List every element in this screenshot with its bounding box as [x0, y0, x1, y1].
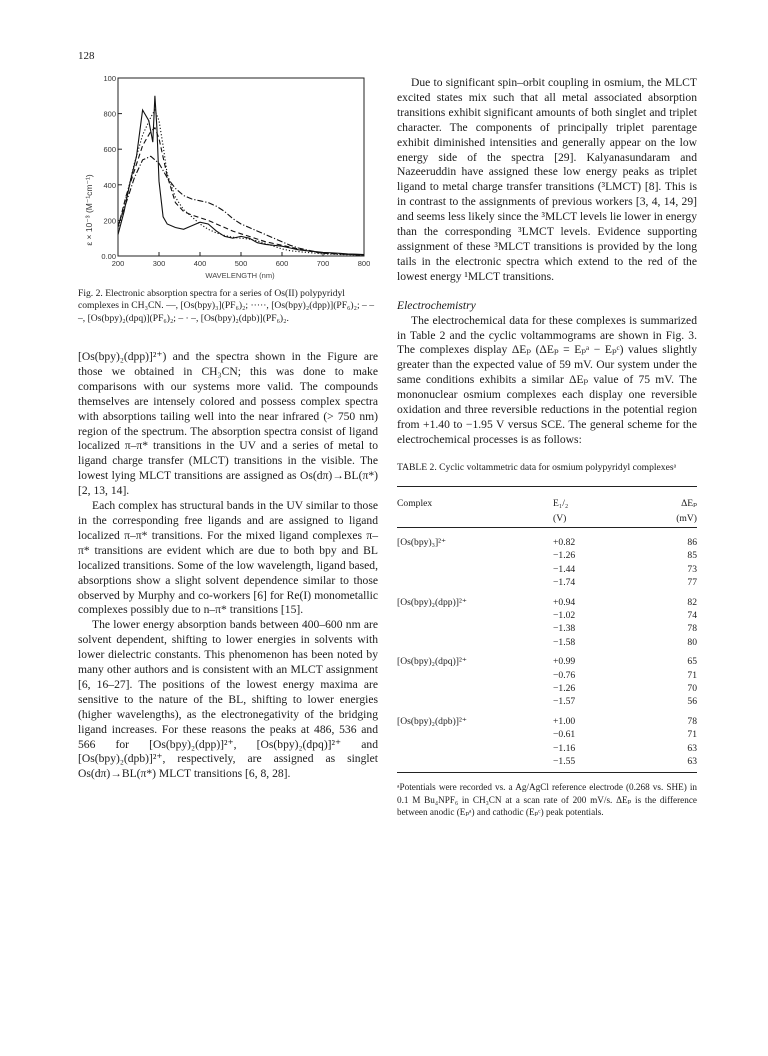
header-complex: Complex	[397, 498, 433, 510]
table-row	[397, 715, 697, 728]
header-e-half	[553, 487, 637, 528]
cell-delta-ep: 77	[687, 577, 697, 589]
x-tick-label: 700	[316, 259, 330, 268]
header-delta-ep-unit: (mV)	[676, 513, 697, 525]
x-tick-label: 600	[275, 259, 289, 268]
table-row	[397, 742, 697, 755]
cell-delta-ep: 80	[687, 636, 697, 648]
cell-delta-ep: 85	[687, 550, 697, 562]
cell-e-half: −1.26	[553, 550, 576, 562]
y-tick-label: 200	[103, 216, 116, 226]
header-e-half-symbol: E₁/₂	[553, 498, 569, 510]
cell-e-half: −1.74	[553, 577, 576, 589]
table-row	[397, 563, 697, 576]
left-column	[78, 350, 378, 782]
series-line-4	[118, 156, 364, 255]
table-row	[397, 622, 697, 635]
cell-e-half: −0.61	[553, 729, 576, 741]
voltammetry-table	[397, 486, 697, 768]
cell-e-half: −1.02	[553, 610, 576, 621]
x-tick-label: 300	[152, 259, 166, 268]
left-paragraph-1: [Os(bpy)₂(dpp)]²⁺) and the spectra shown in the Figure are those we obtained in CH₃CN; this was done to make comparisons with our systems more valid. The compounds themselves are intensely colored and possess complex spectra with absorptions tailing well into the near infrared (> 750 nm) region of the spectrum. The absorption spectra consist of ligand localized π–π* transitions in the UV and a series of metal to ligand charge transfer (MLCT) transitions in the visible. The lowest lying MLCT transitions are assigned as Os(dπ)→BL(π*) [2, 13, 14].	[78, 350, 378, 498]
cell-e-half: −0.76	[553, 669, 576, 681]
series-line-1	[118, 96, 364, 255]
cell-complex	[397, 549, 553, 562]
cell-e-half: +1.00	[553, 715, 576, 727]
header-delta-ep-symbol: ΔEₚ	[681, 498, 697, 510]
cell-complex	[397, 742, 553, 755]
x-tick-label: 500	[234, 259, 248, 268]
x-axis-label: WAVELENGTH (nm)	[205, 271, 275, 280]
cell-delta-ep: 78	[687, 715, 697, 727]
cell-complex	[397, 682, 553, 695]
figure-caption: Fig. 2. Electronic absorption spectra for a series of Os(II) polypyridyl complexes in CH₃CN. —, [Os(bpy)₃](PF₆)₂; ·····, [Os(bpy)₂(dpp)](PF₆)₂; – – –, [Os(bpy)₂(dpq)](PF₆)₂; – · –, [Os(bpy)₂(dpb)](PF₆)₂.	[78, 288, 374, 324]
right-paragraph-1: Due to significant spin–orbit coupling in osmium, the MLCT excited states mix such that all metal associated absorption transitions exhibit significant amounts of both singlet and triplet character. The components of principally triplet parentage exhibit diminished intensities and generally appear on the low energy side of the spectra [29]. Kalyanasundaram and Nazeeruddin have assigned these low energy peaks as triplet ligand to metal charge transfer transitions (³LMCT) [8]. This is in contrast to the assignments of previous workers [3, 4, 14, 29] and seems less likely since the ³MLCT levels lie lower in energy than the corresponding ³LMCT levels. Evidence supporting assignment of these ³MLCT transitions is provided by the long tails in the electronic spectra which extend to the red of the lowest energy ¹MLCT transitions.	[397, 76, 697, 283]
left-paragraph-2: Each complex has structural bands in the UV similar to those in the corresponding free ligands and are assigned to ligand localized π–π* transitions. For the mixed ligand complexes π–π* transitions are evident which are due to both bpy and BL localized transitions. Some of the low wavelength, ligand based, absorptions show a slight solvent dependence similar to those observed by Murphy and co-workers [6] for Re(I) monometallic complexes possibly due to n–π* transitions [15].	[78, 499, 378, 617]
cell-e-half: −1.55	[553, 756, 576, 768]
cell-complex	[397, 609, 553, 622]
table-row	[397, 669, 697, 682]
table-row	[397, 728, 697, 741]
cell-complex: [Os(bpy)₂(dpq)]²⁺	[397, 656, 467, 668]
cell-complex: [Os(bpy)₂(dpb)]²⁺	[397, 715, 467, 727]
cell-delta-ep: 82	[687, 596, 697, 608]
cell-complex	[397, 563, 553, 576]
cell-e-half: −1.16	[553, 742, 576, 754]
cell-e-half: −1.26	[553, 683, 576, 695]
cell-delta-ep: 78	[687, 623, 697, 635]
cell-complex	[397, 636, 553, 649]
table-row	[397, 755, 697, 768]
table-row	[397, 549, 697, 562]
cell-delta-ep: 70	[687, 683, 697, 695]
cell-complex	[397, 755, 553, 768]
cell-complex	[397, 622, 553, 635]
cell-e-half: +0.94	[553, 596, 576, 608]
y-tick-label: 800	[103, 109, 116, 119]
cell-e-half: +0.82	[553, 536, 576, 548]
cell-delta-ep: 56	[687, 696, 697, 708]
right-column	[397, 76, 697, 818]
y-tick-label: 400	[103, 180, 116, 190]
table-caption: TABLE 2. Cyclic voltammetric data for osmium polypyridyl complexesᵃ	[397, 461, 677, 473]
y-tick-label: 100	[103, 74, 116, 83]
cell-e-half: +0.99	[553, 656, 576, 668]
x-tick-label: 200	[111, 259, 125, 268]
cell-e-half: −1.57	[553, 696, 576, 708]
y-tick-label: 600	[103, 145, 116, 155]
table-row	[397, 596, 697, 609]
cell-delta-ep: 74	[687, 610, 697, 621]
y-axis-label: ε × 10⁻³ (M⁻¹cm⁻¹)	[84, 174, 94, 246]
table-row	[397, 576, 697, 589]
x-tick-label: 800	[357, 259, 371, 268]
table-row	[397, 536, 697, 549]
cell-delta-ep: 73	[687, 563, 697, 575]
absorption-spectra-chart	[78, 70, 378, 285]
cell-delta-ep: 63	[687, 756, 697, 768]
left-paragraph-3: The lower energy absorption bands between 400–600 nm are solvent dependent, shifting to lower energies in solvents with lower dielectric constants. This phenomenon has been noted by many other authors and is consistent with an MLCT assignment [6, 16–27]. The positions of the lowest energy maxima are sensitive to the nature of the BL, shifting to lower energies (higher wavelengths), as the electronegativity of the bridging ligand increases. For these reasons the peaks at 486, 536 and 566 for [Os(bpy)₂(dpp)]²⁺, [Os(bpy)₂(dpq)]²⁺ and [Os(bpy)₂(dpb)]²⁺, respectively, are assigned as singlet Os(dπ)→BL(π*) MLCT transitions [6, 8, 28].	[78, 618, 378, 781]
cell-complex	[397, 576, 553, 589]
cell-complex	[397, 695, 553, 708]
table-row	[397, 636, 697, 649]
table-row	[397, 609, 697, 622]
header-delta-ep	[637, 487, 697, 528]
cell-complex: [Os(bpy)₂(dpp)]²⁺	[397, 596, 467, 608]
table-footnote: ᵃPotentials were recorded vs. a Ag/AgCl reference electrode (0.268 vs. SHE) in 0.1 M Bu₄NPF₆ in CH₃CN at a scan rate of 200 mV/s. ΔEₚ is the difference between anodic (Eₚᵃ) and cathodic (Eₚᶜ) peak potentials.	[397, 772, 697, 818]
cell-e-half: −1.58	[553, 636, 576, 648]
cell-delta-ep: 71	[687, 729, 697, 741]
cell-delta-ep: 63	[687, 742, 697, 754]
table-row	[397, 695, 697, 708]
cell-e-half: −1.38	[553, 623, 576, 635]
page-number: 128	[78, 50, 95, 62]
cell-complex	[397, 669, 553, 682]
section-heading-electrochemistry: Electrochemistry	[397, 298, 476, 312]
header-e-half-unit: (V)	[553, 513, 567, 525]
cell-e-half: −1.44	[553, 563, 576, 575]
cell-complex: [Os(bpy)₃]²⁺	[397, 536, 447, 548]
table-row	[397, 682, 697, 695]
y-tick-label: 0.00	[101, 252, 116, 261]
table-row	[397, 655, 697, 668]
right-paragraph-2: The electrochemical data for these complexes is summarized in Table 2 and the cyclic voltammograms are shown in Fig. 3. The complexes display ΔEₚ (ΔEₚ = Eₚᵃ − Eₚᶜ) values slightly greater than the expected value of 59 mV. Our system under the same conditions exhibits a similar ΔEₚ value of 75 mV. The mononuclear osmium complexes each display one reversible oxidation and three reversible reductions in the potential region from +1.40 to −1.95 V versus SCE. The general scheme for the electrochemical processes is as follows:	[397, 313, 697, 446]
cell-delta-ep: 65	[687, 656, 697, 668]
cell-complex	[397, 728, 553, 741]
cell-delta-ep: 71	[687, 669, 697, 681]
cell-delta-ep: 86	[687, 536, 697, 548]
x-tick-label: 400	[193, 259, 207, 268]
